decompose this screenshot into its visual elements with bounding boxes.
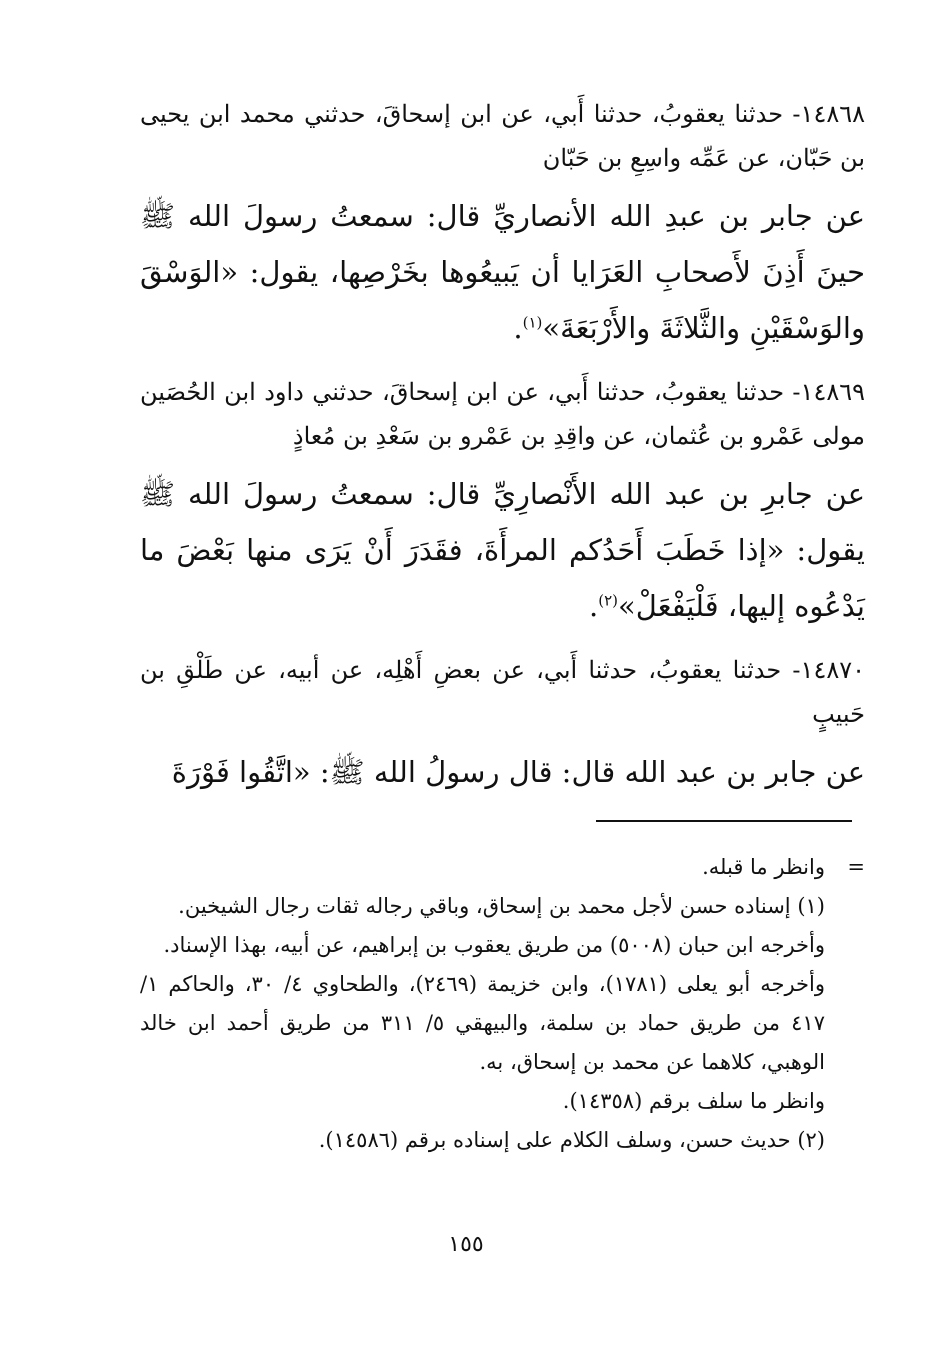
- footnote-1: (١) إسناده حسن لأجل محمد بن إسحاق، وباقي رجاله ثقات رجال الشيخين.: [178, 894, 825, 918]
- footnote-ref-2[interactable]: (٢): [598, 591, 618, 610]
- continuation-marker: =: [847, 855, 865, 879]
- footnote-continuation: [140, 848, 865, 887]
- footnote-1-paragraph-3: وأخرجه أبو يعلى (١٧٨١)، وابن خزيمة (٢٤٦٩)، والطحاوي ٤/ ٣٠، والحاكم ١/ ٤١٧ من طريق حماد بن سلمة، والبيهقي ٥/ ٣١١ من طريق أحمد ابن خالد الوهبي، كلاهما عن محمد بن إسحاق، به.: [140, 972, 825, 1074]
- hadith-2-end: .: [589, 589, 599, 623]
- footnote-1-paragraph-4: وانظر ما سلف برقم (١٤٣٥٨).: [562, 1089, 825, 1113]
- hadith-1-end: .: [513, 311, 523, 345]
- footnote-separator: [596, 820, 852, 822]
- main-text: [140, 92, 865, 814]
- hadith-2-isnad: ١٤٨٦٩- حدثنا يعقوبُ، حدثنا أَبي، عن ابن إسحاقَ، حدثني داود ابن الحُصَين مولى عَمْرو بن عُثمان، عن واقِدِ بن عَمْرو بن سَعْدِ بن مُعاذٍ: [140, 378, 865, 450]
- footnote-2: (٢) حديث حسن، وسلف الكلام على إسناده برقم (١٤٥٨٦).: [318, 1128, 825, 1152]
- hadith-1-isnad: ١٤٨٦٨- حدثنا يعقوبُ، حدثنا أَبي، عن ابن إسحاقَ، حدثني محمد ابن يحيى بن حَبّان، عن عَمِّه واسِعِ بن حَبّان: [140, 100, 865, 172]
- hadith-1-matn: [140, 188, 865, 356]
- hadith-2-matn: [140, 466, 865, 634]
- hadith-2-matn-text: عن جابرِ بن عبد الله الأَنْصارِيِّ قال: سمعتُ رسولَ الله ﷺ يقول: «إذا خَطَبَ أَحَدُكم المرأَةَ، فقَدَرَ أَنْ يَرَى منها بَعْضَ ما يَدْعُوه إليها، فَلْيَفْعَلْ»: [140, 477, 865, 623]
- footnote-1-paragraph-2: وأخرجه ابن حبان (٥٠٠٨) من طريق يعقوب بن إبراهيم، عن أبيه، بهذا الإسناد.: [163, 933, 825, 957]
- continuation-text: وانظر ما قبله.: [702, 855, 825, 879]
- hadith-3-matn: [140, 744, 865, 800]
- hadith-1-matn-text: عن جابر بن عبدِ الله الأنصاريِّ قال: سمعتُ رسولَ الله ﷺ حينَ أَذِنَ لأَصحابِ العَرَايا أن يَبيعُوها بخَرْصِها، يقول: «الوَسْقَ والوَسْقَيْنِ والثَّلاثَةَ والأَرْبَعَةَ»: [140, 199, 865, 345]
- footnotes: [140, 848, 865, 1160]
- footnote-ref-1[interactable]: (١): [522, 313, 543, 332]
- hadith-3-isnad: ١٤٨٧٠- حدثنا يعقوبُ، حدثنا أَبي، عن بعضِ أَهْلِه، عن أبيه، عن طَلْقِ بن حَبيبٍ: [140, 656, 865, 728]
- page-number: ١٥٥: [448, 1232, 484, 1257]
- hadith-3-matn-text: عن جابر بن عبد الله قال: قال رسولُ الله ﷺ: «اتَّقُوا فَوْرَةَ: [171, 755, 865, 789]
